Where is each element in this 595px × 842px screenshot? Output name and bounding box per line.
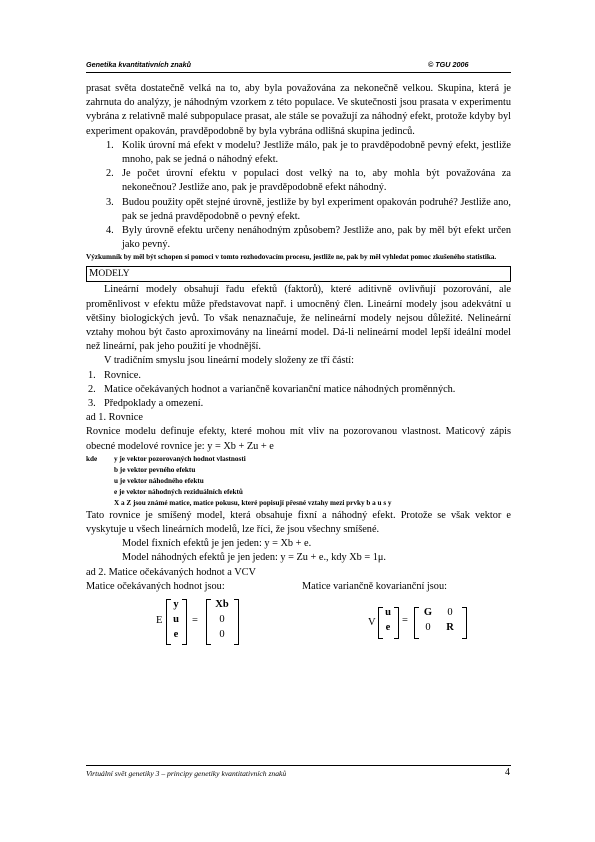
variance-label: Matice variančně kovarianční jsou: [302, 580, 447, 592]
definition-item: X a Z jsou známé matice, matice pokusu, které popisují přesné vztahy mezi prvky b a u s y [114, 498, 392, 507]
matrix-cell: u [385, 606, 391, 618]
list-text: Byly úrovně efektu určeny nenáhodným způsobem? Jestliže ano, pak by měl být efekt určen jako pevný. [122, 225, 511, 251]
equation-paragraph: Rovnice modelu definuje efekty, které mohou mít vliv na pozorovanou vlastnost. Maticový zápis obecné modelové rovnice je: y = Xb + Zu + e [86, 426, 511, 452]
heading-initial: M [89, 268, 99, 280]
matrix-cell: R [446, 621, 454, 633]
definition-item: e je vektor náhodných reziduálních efektů [114, 487, 243, 496]
list-text: Budou použity opět stejné úrovně, jestliže by byl experiment opakován podruhé? Jestliže ano, pak se jedná pravděpodobně o pevný efekt. [122, 196, 511, 222]
subheading-ad2: ad 2. Matice očekávaných hodnot a VCV [86, 566, 256, 578]
matrix-cell: 0 [425, 621, 431, 633]
list-item [86, 139, 511, 167]
definitions [86, 454, 511, 509]
matrices [86, 598, 511, 648]
page-body [86, 82, 511, 648]
list-number: 1. [88, 369, 96, 381]
list-item [86, 224, 511, 252]
matrix-cell: 0 [447, 606, 453, 618]
matrix-cell: e [385, 621, 391, 633]
expectation-label: Matice očekávaných hodnot jsou: [86, 580, 225, 592]
list-text: Předpoklady a omezení. [104, 398, 204, 410]
list-item [86, 397, 511, 411]
matrix-cell: Xb [215, 598, 229, 610]
matrix-cell: 0 [219, 628, 225, 640]
footer-title: Virtuální svět genetiky 3 – principy genetiky kvantitativních znaků [86, 769, 287, 778]
matrix-cell: y [173, 598, 179, 610]
page-header [86, 58, 511, 73]
where-label: kde [86, 454, 98, 463]
section-heading [86, 266, 511, 282]
question-list [86, 139, 511, 253]
list-number: 3. [88, 398, 96, 410]
mixed-model-paragraph: Tato rovnice je smíšený model, která obsahuje fixní a náhodný efekt. Protože se však vektor e vyskytuje u všech lineárních modelů, lze říci, že jsou všechny smíšené. [86, 509, 511, 536]
list-text: Matice očekávaných hodnot a variančně kovarianční matice náhodných proměnných. [104, 383, 456, 395]
definition-item: y je vektor pozorovaných hodnot vlastnosti [114, 454, 246, 463]
equals-sign: = [402, 614, 408, 626]
header-title: Genetika kvantitativních znaků [86, 60, 192, 69]
matrix-labels [86, 580, 511, 594]
header-copyright: © TGU 2006 [428, 60, 469, 69]
list-number: 3. [106, 196, 114, 208]
parts-intro: V tradičním smyslu jsou lineární modely složeny ze tří částí: [104, 355, 355, 367]
random-model-line: Model náhodných efektů je jen jeden: y = Zu + e., kdy Xb = 1μ. [122, 552, 386, 564]
list-number: 2. [106, 168, 114, 180]
page-footer [86, 765, 511, 778]
equals-sign: = [192, 614, 198, 626]
list-number: 1. [106, 139, 114, 151]
list-number: 4. [106, 225, 114, 237]
matrix-cell: 0 [219, 613, 225, 625]
page-number: 4 [505, 767, 510, 778]
list-item [86, 196, 511, 224]
operator-v: V [368, 616, 376, 628]
models-paragraph: Lineární modely obsahují řadu efektů (faktorů), které aditivně ovlivňují pozorování, ale proměnlivost v efektu může představovat např. i umocněný člen. Lineární modely jsou adekvátní u většiny biologických jevů. To však nenaznačuje, že nelineární modely nejsou důležité. Nelineární vztahy mohou být často aproximovány na lineární model. Dá-li nelineární model lepší ideální model než lineární, pak jeho použití je vhodnější. [86, 284, 511, 353]
heading-rest: ODELY [98, 269, 130, 280]
matrix-cell: u [173, 613, 179, 625]
list-item [86, 167, 511, 195]
note-text: Výzkumník by měl být schopen si pomoci v tomto rozhodovacím procesu, jestliže ne, pak by měl vyhledat pomoc zkušeného statistika. [86, 253, 497, 262]
fixed-model-line: Model fixních efektů je jen jeden: y = Xb + e. [122, 538, 312, 550]
list-item [86, 369, 511, 383]
list-number: 2. [88, 383, 96, 395]
intro-paragraph: prasat světa dostatečně velká na to, aby byla považována za nekonečně velkou. Skupina, která je zahrnuta do analýzy, je náhodným vzorkem z této populace. Ve skutečnosti jsou prasata v experimentu vybrána z relativně malé subpopulace prasat, ale stále se považují za náhodný efekt, protože kdyby byl experiment opakován, pravděpodobně by byla vybrána odlišná skupina jedinců. [86, 83, 511, 137]
subheading-ad1: ad 1. Rovnice [86, 412, 143, 424]
list-text: Kolik úrovní má efekt v modelu? Jestliže málo, pak je to pravděpodobně pevný efekt, jestliže mnoho, pak se jedná o náhodný efekt. [122, 139, 511, 166]
list-text: Je počet úrovní efektu v populaci dost velký na to, aby mohla být považována za nekonečnou? Jestliže ano, pak je pravděpodobně efekt náhodný. [122, 168, 511, 194]
list-text: Rovnice. [104, 369, 141, 381]
parts-list [86, 369, 511, 412]
matrix-cell: G [423, 606, 433, 618]
definition-item: u je vektor náhodného efektu [114, 476, 204, 485]
list-item [86, 383, 511, 397]
operator-e: E [156, 614, 163, 626]
matrix-cell: e [173, 628, 179, 640]
expectation-matrix [156, 598, 276, 648]
definition-item: b je vektor pevného efektu [114, 465, 196, 474]
variance-matrix [368, 606, 508, 646]
